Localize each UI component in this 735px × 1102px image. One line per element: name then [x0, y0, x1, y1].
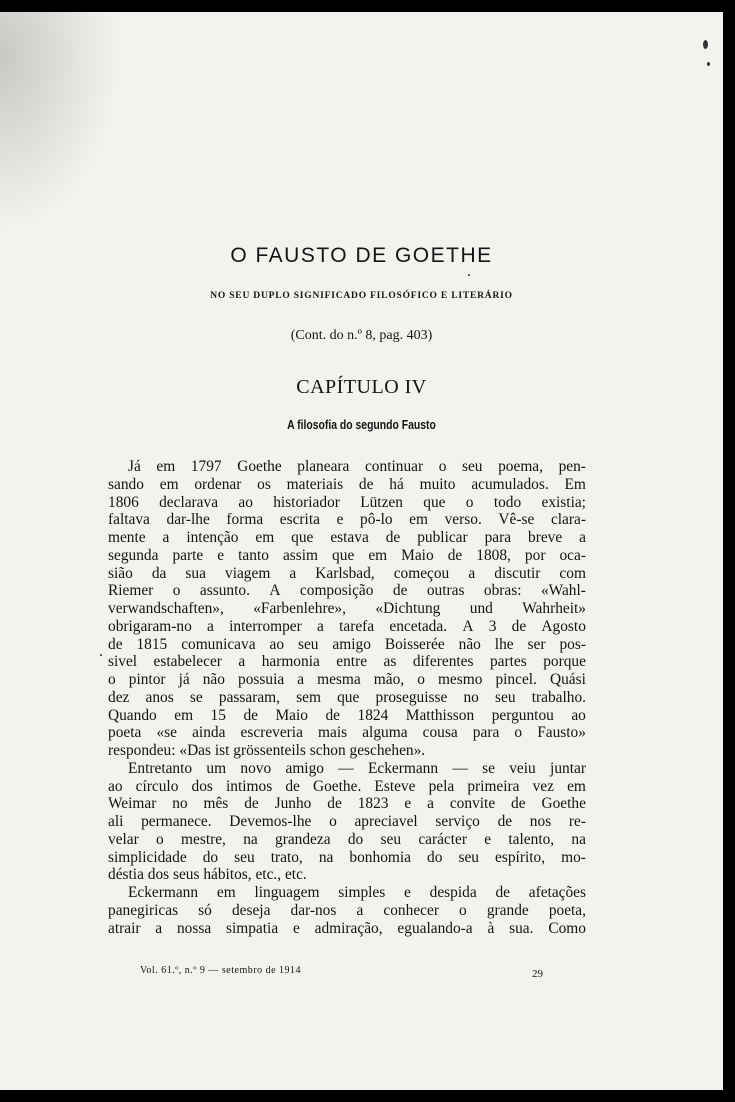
scan-speck — [707, 62, 710, 66]
body-line: mente a intenção em que estava de publicar para breve a — [108, 529, 586, 546]
scan-speck — [703, 40, 708, 49]
body-line: Riemer o assunto. A composição de outras obras: «Wahl- — [108, 582, 586, 600]
body-line: 1806 declarava ao historiador Lützen que o todo existia; — [108, 493, 586, 511]
body-line: velar o mestre, na grandeza do seu carácter e talento, na — [108, 830, 586, 848]
body-text — [108, 458, 586, 937]
body-line: Quando em 15 de Maio de 1824 Matthisson perguntou ao — [108, 706, 586, 724]
body-line: sião da sua viagem a Karlsbad, começou a discutir com — [108, 564, 586, 582]
section-heading: A filosofia do segundo Fausto — [287, 417, 436, 432]
body-line: sando em ordenar os materiais de há muito acumulados. Em — [108, 475, 586, 493]
article-title: O FAUSTO DE GOETHE — [230, 244, 493, 267]
body-line: segunda parte e tanto assim que em Maio de 1808, por oca- — [108, 546, 586, 564]
page-number: 29 — [532, 968, 543, 980]
body-line: dez anos se passaram, sem que proseguisse no seu trabalho. — [108, 688, 586, 706]
body-line: sivel estabelecer a harmonia entre as diferentes partes porque — [108, 653, 586, 671]
body-line: Já em 1797 Goethe planeara continuar o seu poema, pen- — [128, 458, 586, 475]
continuation-note: (Cont. do n.º 8, pag. 403) — [290, 328, 433, 343]
issue-info: Vol. 61.º, n.º 9 — setembro de 1914 — [140, 965, 302, 976]
body-line: respondeu: «Das ist grössenteils schon geschehen». — [108, 742, 426, 759]
page — [0, 12, 723, 1090]
article-subtitle: NO SEU DUPLO SIGNIFICADO FILOSÓFICO E LITERÁRIO — [210, 291, 513, 301]
body-line: Weimar no mês de Junho de 1823 e a convite de Goethe — [108, 795, 586, 813]
body-line: poeta «se ainda escreveria mais alguma cousa para o Fausto» — [108, 724, 586, 742]
body-line: Entretanto um novo amigo — Eckermann — se veiu juntar — [128, 759, 586, 777]
body-line: o pintor já não possuia a mesma mão, o mesmo pincel. Quási — [108, 671, 586, 688]
body-line: panegiricas só deseja dar-nos a conhecer o grande poeta, — [108, 901, 586, 919]
body-line: ali permanece. Devemos-lhe o apreciavel serviço de nos re- — [108, 813, 586, 830]
body-line: Eckermann em linguagem simples e despida de afetações — [128, 884, 586, 901]
chapter-heading: CAPÍTULO IV — [296, 376, 427, 398]
body-line: de 1815 comunicava ao seu amigo Boisserée não lhe ser pos- — [108, 635, 586, 653]
body-line: déstia dos seus hábitos, etc., etc. — [108, 866, 307, 884]
body-line: ao círculo dos intimos de Goethe. Esteve pela primeira vez em — [108, 777, 586, 795]
scan-speck — [468, 274, 470, 276]
body-line: obrigaram-no a interromper a tarefa encetada. A 3 de Agosto — [108, 617, 586, 635]
body-line: simplicidade do seu trato, na bonhomia do seu espírito, mo- — [108, 848, 586, 866]
body-line: atrair a nossa simpatia e admiração, egualando-a à sua. Como — [108, 919, 586, 937]
margin-mark: . — [99, 643, 103, 660]
scan-shadow — [0, 12, 120, 232]
body-line: faltava dar-lhe forma escrita e pô-lo em verso. Vê-se clara- — [108, 511, 586, 529]
body-line: verwandschaften», «Farbenlehre», «Dichtung und Wahrheit» — [108, 600, 586, 617]
